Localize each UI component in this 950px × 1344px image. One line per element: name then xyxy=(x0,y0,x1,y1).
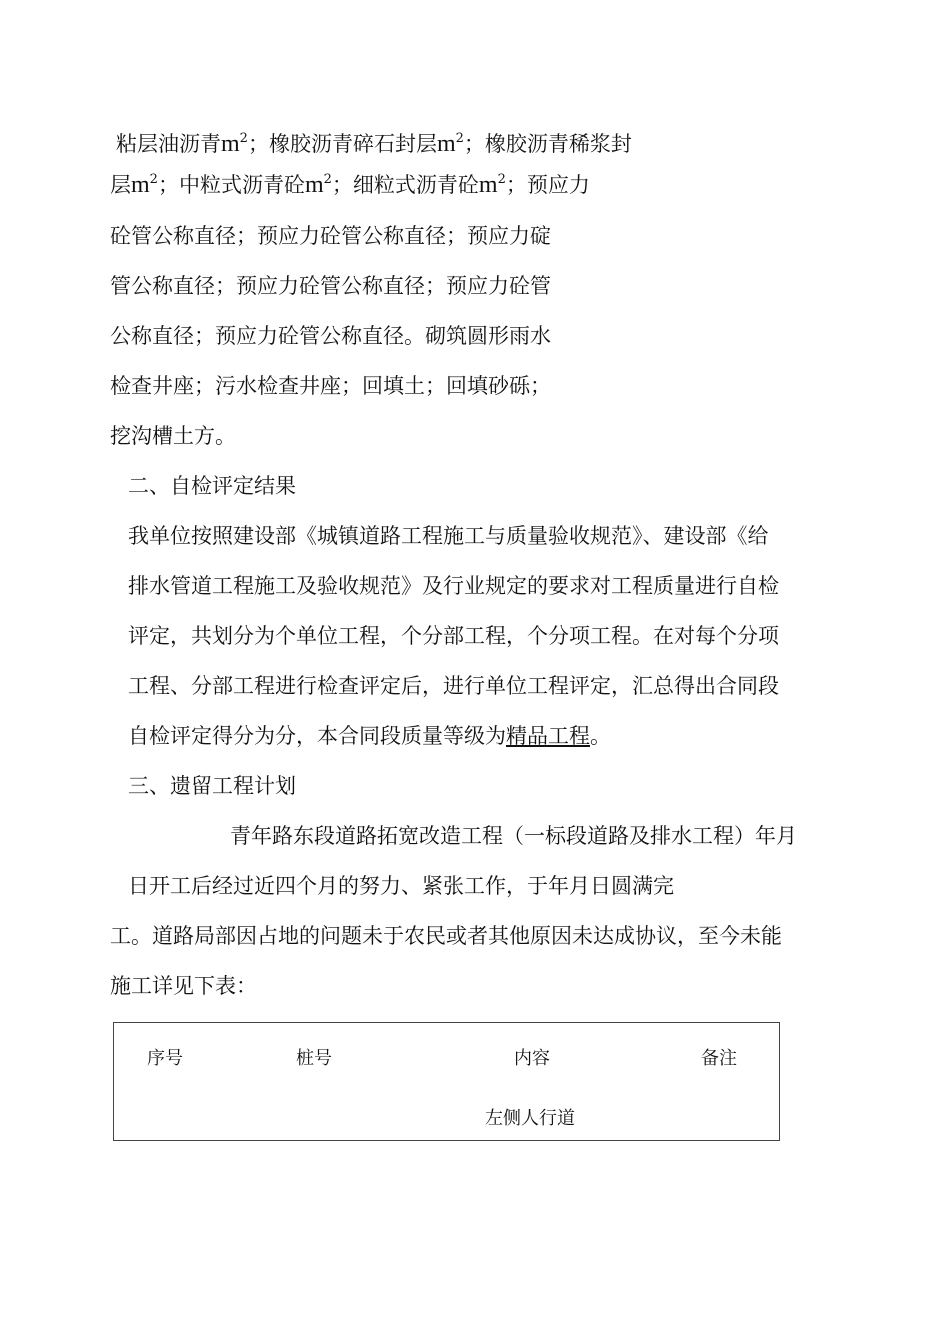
section-heading-2: 二、自检评定结果 xyxy=(128,474,296,498)
paragraph-2-line-1: 我单位按照建设部《城镇道路工程施工与质量验收规范》、建设部《给 xyxy=(128,524,769,548)
table-header-remarks: 备注 xyxy=(701,1048,737,1069)
text-line-5: 公称直径；预应力砼管公称直径。砌筑圆形雨水 xyxy=(110,324,551,348)
section-heading-3: 三、遗留工程计划 xyxy=(128,774,296,798)
paragraph-3-line-2: 日开工后经过近四个月的努力、紧张工作，于年月日圆满完 xyxy=(128,874,674,898)
paragraph-2-line-2: 排水管道工程施工及验收规范》及行业规定的要求对工程质量进行自检 xyxy=(128,574,779,598)
paragraph-2-line-5: 自检评定得分为分，本合同段质量等级为精品工程。 xyxy=(128,724,611,748)
paragraph-3-line-3: 工。道路局部因占地的问题未于农民或者其他原因未达成协议，至今未能 xyxy=(110,924,782,948)
text-line-7: 挖沟槽土方。 xyxy=(110,424,236,448)
table-header-index: 序号 xyxy=(147,1048,183,1069)
text-line-2: 层$m^2$；中粒式沥青砼$m^2$；细粒式沥青砼$m^2$；预应力 xyxy=(110,172,590,198)
paragraph-3-line-1: 青年路东段道路拓宽改造工程（一标段道路及排水工程）年月 xyxy=(230,824,797,848)
paragraph-2-line-3: 评定，共划分为个单位工程，个分部工程，个分项工程。在对每个分项 xyxy=(128,624,779,648)
text-line-1: 粘层油沥青$m^2$；橡胶沥青碎石封层$m^2$；橡胶沥青稀浆封 xyxy=(116,131,632,157)
text-line-3: 砼管公称直径；预应力砼管公称直径；预应力碇 xyxy=(110,224,551,248)
paragraph-3-line-4: 施工详见下表： xyxy=(110,974,257,998)
quality-grade: 精品工程 xyxy=(506,724,590,748)
paragraph-2-line-4: 工程、分部工程进行检查评定后，进行单位工程评定，汇总得出合同段 xyxy=(128,674,779,698)
text-line-4: 管公称直径；预应力砼管公称直径；预应力砼管 xyxy=(110,274,551,298)
table-cell-content: 左侧人行道 xyxy=(485,1108,575,1129)
table-header-station: 桩号 xyxy=(296,1048,332,1069)
remaining-work-table xyxy=(113,1022,780,1141)
text-line-6: 检查井座；污水检查井座；回填土；回填砂砾； xyxy=(110,374,551,398)
table-header-content: 内容 xyxy=(514,1048,550,1069)
